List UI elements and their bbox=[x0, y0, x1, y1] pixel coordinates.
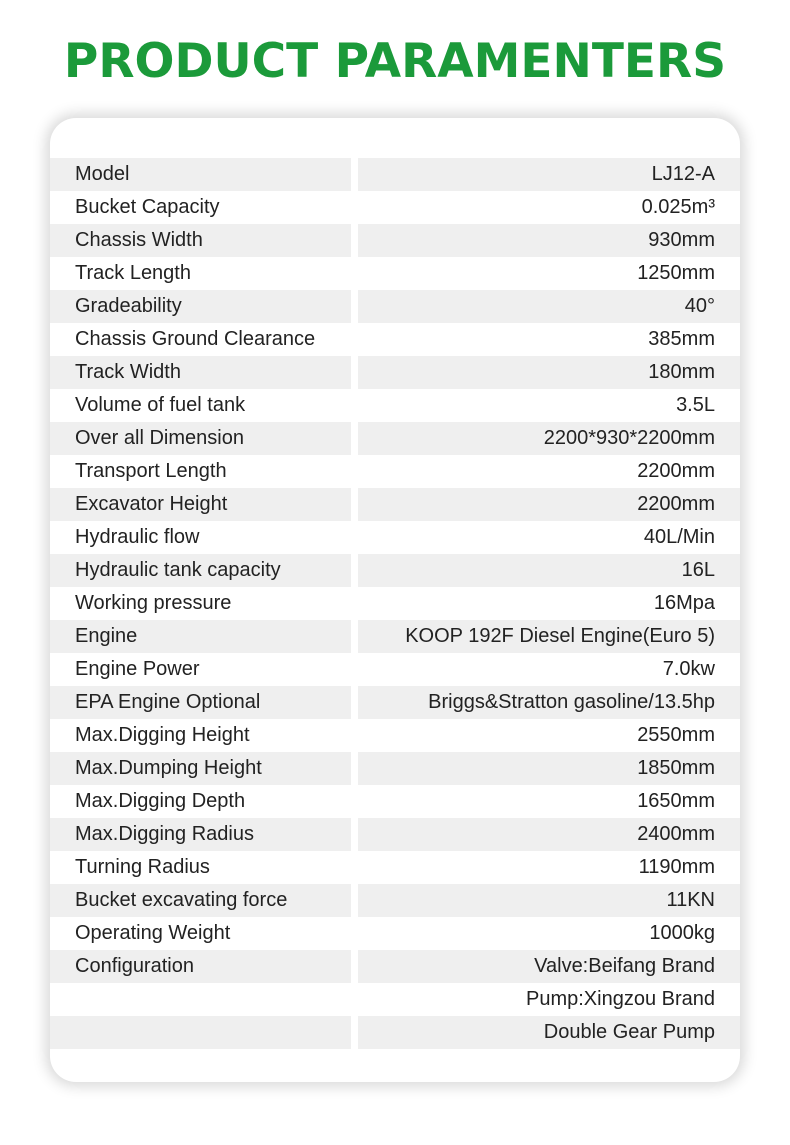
column-divider bbox=[351, 389, 358, 422]
parameter-value: 2200mm bbox=[358, 488, 740, 521]
parameter-value: 2400mm bbox=[358, 818, 740, 851]
column-divider bbox=[351, 422, 358, 455]
parameter-value: 930mm bbox=[358, 224, 740, 257]
parameter-value: 1850mm bbox=[358, 752, 740, 785]
parameter-label: EPA Engine Optional bbox=[50, 686, 351, 719]
parameter-value: 1650mm bbox=[637, 790, 715, 812]
parameter-label bbox=[50, 983, 351, 1016]
parameter-label: Configuration bbox=[50, 950, 351, 983]
column-divider bbox=[351, 884, 358, 917]
parameter-label: Operating Weight bbox=[75, 922, 231, 944]
table-row bbox=[50, 884, 740, 917]
parameter-value: Valve:Beifang Brand bbox=[358, 950, 740, 983]
column-divider bbox=[351, 158, 358, 191]
parameter-label: Model bbox=[50, 158, 351, 191]
parameter-value: 7.0kw bbox=[662, 658, 715, 680]
column-divider bbox=[351, 257, 358, 290]
parameter-value: 3.5L bbox=[676, 394, 715, 416]
table-row bbox=[50, 521, 740, 554]
parameter-value: Briggs&Stratton gasoline/13.5hp bbox=[358, 686, 740, 719]
parameter-value: 16Mpa bbox=[653, 592, 715, 614]
parameter-value: 180mm bbox=[358, 356, 740, 389]
table-row bbox=[50, 752, 740, 785]
column-divider bbox=[351, 851, 358, 884]
parameter-label: Gradeability bbox=[50, 290, 351, 323]
column-divider bbox=[351, 785, 358, 818]
table-row bbox=[50, 785, 740, 818]
table-row bbox=[50, 983, 740, 1016]
parameter-label: Max.Dumping Height bbox=[50, 752, 351, 785]
parameter-value: 385mm bbox=[648, 328, 715, 350]
column-divider bbox=[351, 818, 358, 851]
parameter-label bbox=[50, 1016, 351, 1049]
parameter-label: Excavator Height bbox=[50, 488, 351, 521]
column-divider bbox=[351, 224, 358, 257]
parameter-label: Bucket Capacity bbox=[75, 196, 220, 218]
column-divider bbox=[351, 752, 358, 785]
parameter-label: Track Length bbox=[75, 262, 191, 284]
column-divider bbox=[351, 620, 358, 653]
column-divider bbox=[351, 587, 358, 620]
table-row bbox=[50, 323, 740, 356]
column-divider bbox=[351, 488, 358, 521]
parameter-label: Track Width bbox=[50, 356, 351, 389]
parameter-label: Hydraulic tank capacity bbox=[50, 554, 351, 587]
column-divider bbox=[351, 950, 358, 983]
table-row bbox=[50, 818, 740, 851]
parameter-label: Max.Digging Height bbox=[75, 724, 250, 746]
table-row bbox=[50, 191, 740, 224]
parameter-label: Transport Length bbox=[75, 460, 227, 482]
column-divider bbox=[351, 521, 358, 554]
table-row bbox=[50, 455, 740, 488]
table-row bbox=[50, 917, 740, 950]
parameter-label: Working pressure bbox=[75, 592, 232, 614]
column-divider bbox=[351, 686, 358, 719]
table-row bbox=[50, 257, 740, 290]
parameter-value: 16L bbox=[358, 554, 740, 587]
table-row bbox=[50, 851, 740, 884]
table-row bbox=[50, 224, 740, 257]
parameter-value: 0.025m³ bbox=[641, 196, 715, 218]
page-title: PRODUCT PARAMENTERS bbox=[63, 34, 727, 89]
column-divider bbox=[351, 983, 358, 1016]
parameter-value: 1000kg bbox=[649, 922, 715, 944]
table-row bbox=[50, 158, 740, 191]
column-divider bbox=[351, 719, 358, 752]
column-divider bbox=[351, 191, 358, 224]
parameter-label: Engine bbox=[50, 620, 351, 653]
table-row bbox=[50, 950, 740, 983]
parameter-label: Max.Digging Depth bbox=[75, 790, 246, 812]
parameter-value: 1250mm bbox=[637, 262, 715, 284]
parameter-value: KOOP 192F Diesel Engine(Euro 5) bbox=[358, 620, 740, 653]
table-row bbox=[50, 422, 740, 455]
table-row bbox=[50, 1016, 740, 1049]
table-row bbox=[50, 620, 740, 653]
parameter-value: LJ12-A bbox=[358, 158, 740, 191]
table-row bbox=[50, 686, 740, 719]
parameter-label: Engine Power bbox=[75, 658, 200, 680]
parameter-value: 1190mm bbox=[638, 856, 715, 878]
parameter-value: 2550mm bbox=[637, 724, 715, 746]
parameter-label: Volume of fuel tank bbox=[75, 394, 246, 416]
parameter-value: 11KN bbox=[358, 884, 740, 917]
table-row bbox=[50, 653, 740, 686]
column-divider bbox=[351, 917, 358, 950]
table-row bbox=[50, 554, 740, 587]
table-row bbox=[50, 356, 740, 389]
parameter-value: Double Gear Pump bbox=[358, 1016, 740, 1049]
parameter-value: 40° bbox=[358, 290, 740, 323]
parameter-label: Turning Radius bbox=[75, 856, 210, 878]
table-row bbox=[50, 290, 740, 323]
column-divider bbox=[351, 356, 358, 389]
parameter-value: 40L/Min bbox=[643, 526, 715, 548]
parameters-table bbox=[50, 158, 740, 1049]
column-divider bbox=[351, 290, 358, 323]
column-divider bbox=[351, 323, 358, 356]
parameter-label: Hydraulic flow bbox=[75, 526, 200, 548]
table-row bbox=[50, 488, 740, 521]
parameter-value: 2200mm bbox=[637, 460, 715, 482]
column-divider bbox=[351, 554, 358, 587]
table-row bbox=[50, 587, 740, 620]
column-divider bbox=[351, 1016, 358, 1049]
parameter-label: Chassis Ground Clearance bbox=[75, 328, 316, 350]
column-divider bbox=[351, 455, 358, 488]
parameter-label: Chassis Width bbox=[50, 224, 351, 257]
table-row bbox=[50, 719, 740, 752]
table-row bbox=[50, 389, 740, 422]
parameter-label: Over all Dimension bbox=[50, 422, 351, 455]
parameter-label: Max.Digging Radius bbox=[50, 818, 351, 851]
parameter-value: 2200*930*2200mm bbox=[358, 422, 740, 455]
parameter-label: Bucket excavating force bbox=[50, 884, 351, 917]
parameters-card bbox=[50, 118, 740, 1082]
column-divider bbox=[351, 653, 358, 686]
parameter-value: Pump:Xingzou Brand bbox=[525, 988, 715, 1010]
